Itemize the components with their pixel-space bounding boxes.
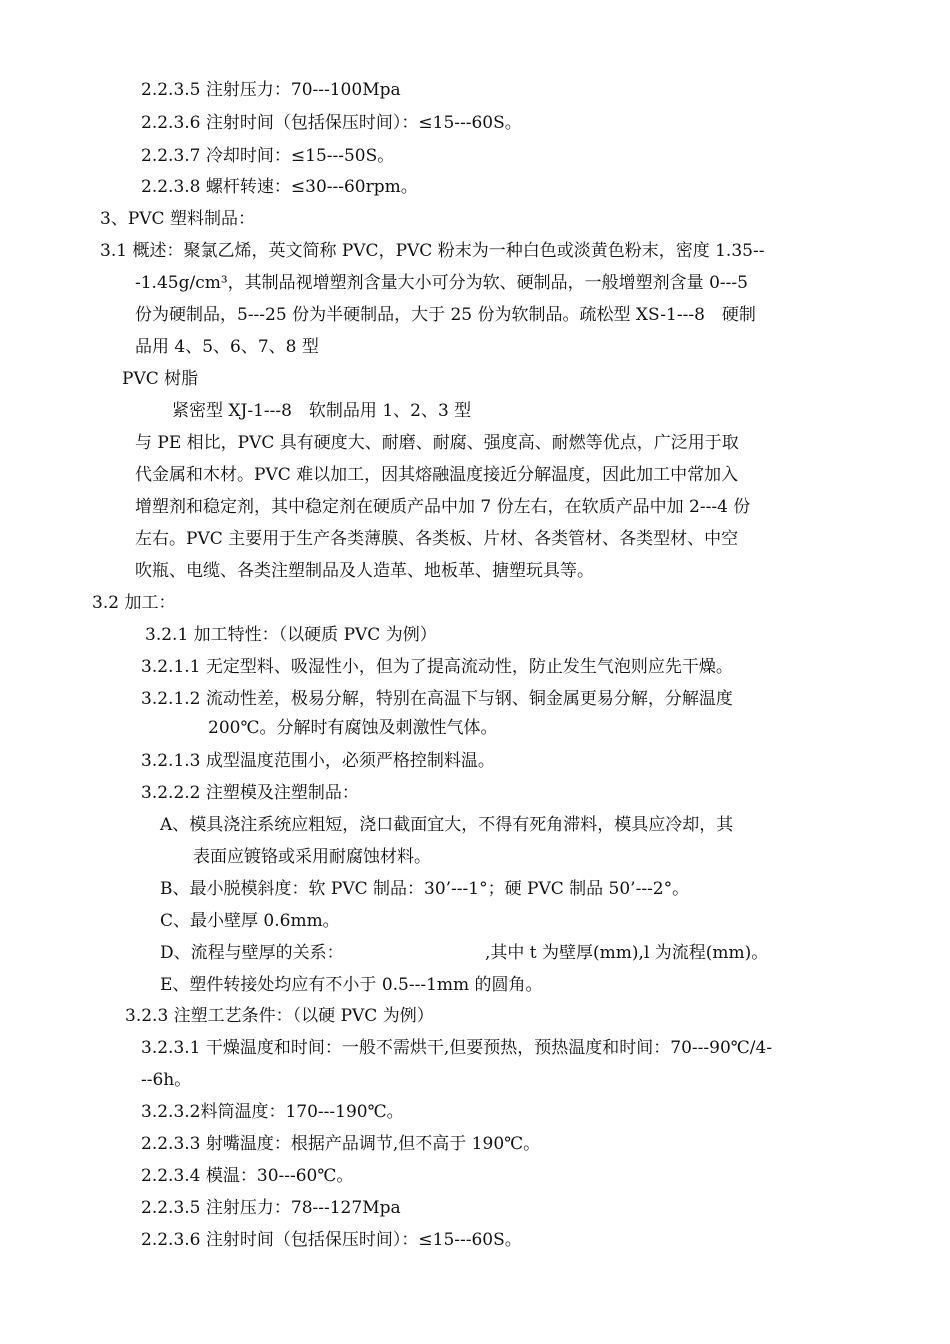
spec-cooling-time: 2.2.3.7 冷却时间：≤15---50S。 — [141, 146, 395, 166]
spec-screw-speed: 2.2.3.8 螺杆转速：≤30---60rpm。 — [141, 177, 418, 197]
overview-line-3: 份为硬制品，5---25 份为半硬制品，大于 25 份为软制品。疏松型 XS-1---8 硬制 — [135, 305, 756, 325]
section-heading-pvc: 3、PVC 塑料制品： — [100, 209, 255, 229]
mold-heading: 3.2.2.2 注塑模及注塑制品： — [141, 783, 359, 803]
comparison-line-2: 代金属和木材。PVC 难以加工，因其熔融温度接近分解温度，因此加工中常加入 — [135, 465, 739, 485]
condition-barrel-temp: 3.2.3.2料筒温度：170---190℃。 — [141, 1102, 404, 1122]
condition-mold-temp: 2.2.3.4 模温：30---60℃。 — [141, 1166, 354, 1186]
mold-item-d: D、流程与壁厚的关系： — [160, 943, 344, 963]
overview-compact-type: 紧密型 XJ-1---8 软制品用 1、2、3 型 — [172, 401, 472, 421]
processing-item-1: 3.2.1.1 无定型料、吸湿性小，但为了提高流动性，防止发生气泡则应先干燥。 — [141, 657, 733, 677]
overview-line-2: -1.45g/cm³，其制品视增塑剂含量大小可分为软、硬制品，一般增塑剂含量 0---5 — [135, 273, 748, 293]
comparison-line-3: 增塑剂和稳定剂，其中稳定剂在硬质产品中加 7 份左右，在软质产品中加 2---4 份 — [135, 497, 751, 517]
condition-nozzle-temp: 2.2.3.3 射嘴温度：根据产品调节,但不高于 190℃。 — [141, 1134, 541, 1154]
process-conditions-heading: 3.2.3 注塑工艺条件：（以硬 PVC 为例） — [125, 1006, 434, 1026]
spec-injection-pressure-pe: 2.2.3.5 注射压力：70---100Mpa — [141, 80, 401, 100]
processing-item-2: 3.2.1.2 流动性差，极易分解，特别在高温下与钢、铜金属更易分解，分解温度 — [141, 689, 733, 709]
comparison-line-1: 与 PE 相比，PVC 具有硬度大、耐磨、耐腐、强度高、耐燃等优点，广泛用于取 — [135, 433, 739, 453]
condition-drying: 3.2.3.1 干燥温度和时间：一般不需烘干,但要预热，预热温度和时间：70---90℃/4- — [141, 1038, 773, 1058]
condition-drying-cont: --6h。 — [141, 1070, 192, 1090]
condition-injection-pressure: 2.2.3.5 注射压力：78---127Mpa — [141, 1198, 401, 1218]
mold-item-b: B、最小脱模斜度：软 PVC 制品：30’---1°；硬 PVC 制品 50’---2°。 — [160, 879, 690, 899]
mold-item-c: C、最小壁厚 0.6mm。 — [160, 911, 340, 931]
overview-line-1: 3.1 概述：聚氯乙烯，英文简称 PVC，PVC 粉末为一种白色或淡黄色粉末，密度 1.35-- — [100, 241, 765, 261]
processing-item-3: 3.2.1.3 成型温度范围小，必须严格控制料温。 — [141, 751, 495, 771]
processing-item-2-cont: 200℃。分解时有腐蚀及刺激性气体。 — [208, 718, 498, 738]
overview-resin-label: PVC 树脂 — [122, 369, 199, 389]
mold-item-a: A、模具浇注系统应粗短，浇口截面宜大，不得有死角滞料，模具应冷却，其 — [160, 815, 734, 835]
spec-injection-time-pe: 2.2.3.6 注射时间（包括保压时间）：≤15---60S。 — [141, 113, 522, 133]
mold-item-e: E、塑件转接处均应有不小于 0.5---1mm 的圆角。 — [160, 975, 543, 995]
mold-item-d-note: ,其中 t 为壁厚(mm),l 为流程(mm)。 — [485, 943, 769, 963]
processing-characteristics-heading: 3.2.1 加工特性：（以硬质 PVC 为例） — [145, 625, 437, 645]
mold-item-a-cont: 表面应镀铬或采用耐腐蚀材料。 — [193, 847, 431, 867]
comparison-line-4: 左右。PVC 主要用于生产各类薄膜、各类板、片材、各类管材、各类型材、中空 — [135, 529, 739, 549]
section-heading-processing: 3.2 加工： — [92, 593, 176, 613]
condition-injection-time: 2.2.3.6 注射时间（包括保压时间）：≤15---60S。 — [141, 1230, 522, 1250]
comparison-line-5: 吹瓶、电缆、各类注塑制品及人造革、地板革、搪塑玩具等。 — [135, 561, 594, 581]
overview-line-4: 品用 4、5、6、7、8 型 — [135, 337, 319, 357]
